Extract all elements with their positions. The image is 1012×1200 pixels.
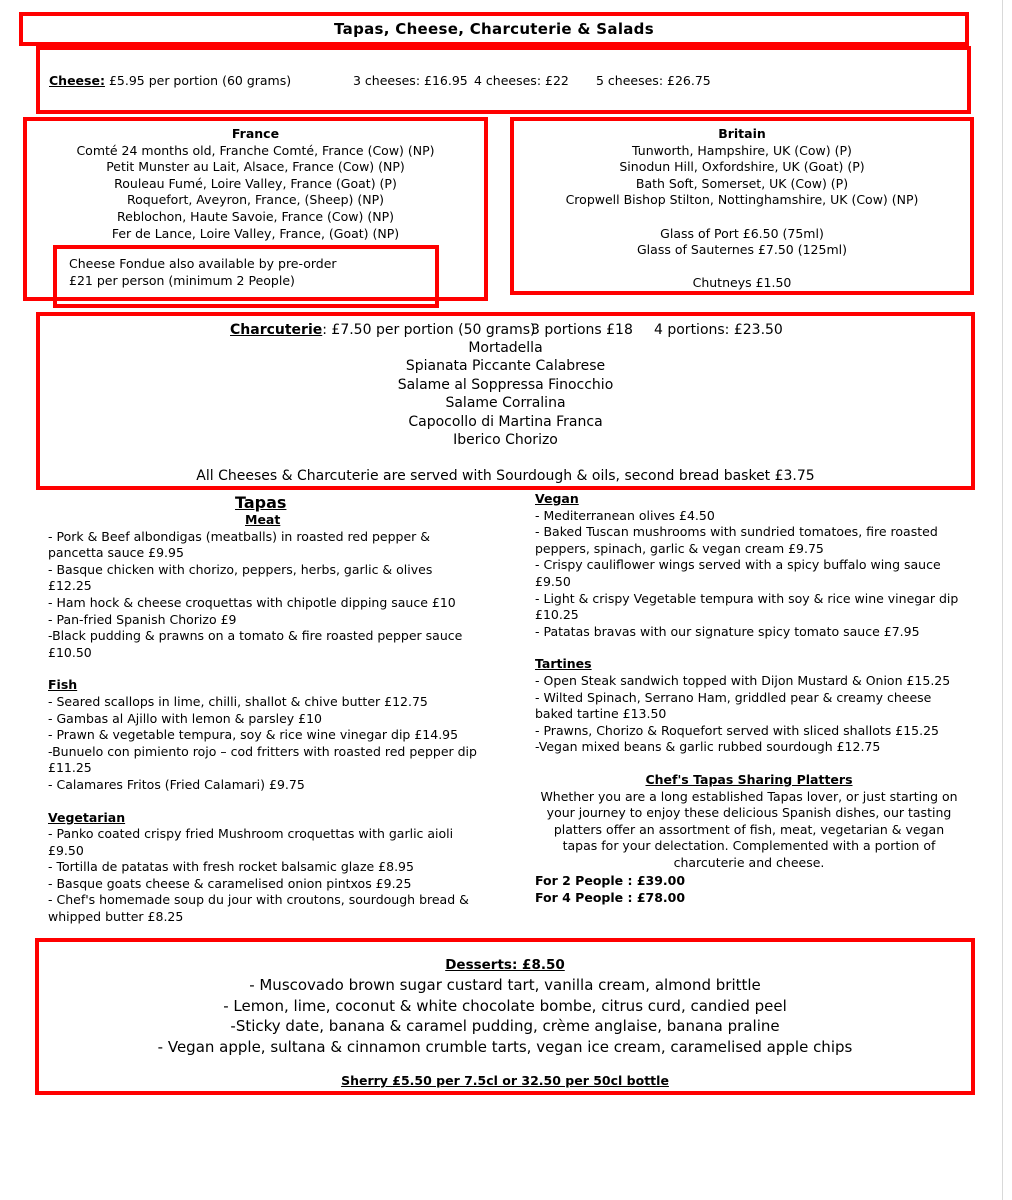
france-cheese: Reblochon, Haute Savoie, France (Cow) (NP) xyxy=(117,208,394,224)
desserts-box xyxy=(35,938,975,1095)
cheese-option-4: 4 cheeses: £22 xyxy=(474,73,569,88)
britain-cheese: Sinodun Hill, Oxfordshire, UK (Goat) (P) xyxy=(619,159,865,175)
vegetarian-item: - Basque goats cheese & caramelised onion pintxos £9.25 xyxy=(48,875,412,891)
charcuterie-price: : £7.50 per portion (50 grams) xyxy=(322,322,536,338)
dessert-item: - Lemon, lime, coconut & white chocolate bombe, citrus curd, candied peel xyxy=(223,996,787,1015)
vegan-item: - Baked Tuscan mushrooms with sundried tomatoes, fire roasted peppers, spinach, garlic & vegan cream £9.75 xyxy=(535,524,938,556)
page-edge xyxy=(1002,0,1003,1200)
charcuterie-item: Spianata Piccante Calabrese xyxy=(405,358,606,375)
tapas-right-column xyxy=(535,491,963,907)
britain-list xyxy=(514,121,970,292)
charcuterie-list xyxy=(40,339,971,449)
cheese-option-3: 3 cheeses: £16.95 xyxy=(353,73,468,88)
france-heading: France xyxy=(231,126,280,141)
cheese-option-5: 5 cheeses: £26.75 xyxy=(596,73,711,88)
tartine-item: - Wilted Spinach, Serrano Ham, griddled pear & creamy cheese baked tartine £13.50 xyxy=(535,689,932,722)
meat-item: - Pork & Beef albondigas (meatballs) in roasted red pepper & pancetta sauce £9.95 xyxy=(48,528,431,561)
cheese-label: Cheese: xyxy=(49,73,105,88)
tartine-item: - Prawns, Chorizo & Roquefort served with sliced shallots £15.25 xyxy=(535,722,939,738)
vegetarian-heading: Vegetarian xyxy=(48,809,126,825)
platter-price-4: For 4 People : £78.00 xyxy=(535,890,686,906)
charcuterie-option-4: 4 portions: £23.50 xyxy=(654,322,783,338)
france-cheese: Roquefort, Aveyron, France, (Sheep) (NP) xyxy=(126,192,385,208)
charcuterie-price-line xyxy=(230,321,535,339)
fish-item: -Bunuelo con pimiento rojo – cod fritters with roasted red pepper dip £11.25 xyxy=(48,743,477,776)
fish-item: - Prawn & vegetable tempura, soy & rice wine vinegar dip £14.95 xyxy=(48,727,459,743)
desserts-list xyxy=(39,942,971,1090)
cheese-price-box xyxy=(36,46,971,114)
dessert-item: - Muscovado brown sugar custard tart, vanilla cream, almond brittle xyxy=(249,976,761,994)
page-title: Tapas, Cheese, Charcuterie & Salads xyxy=(334,20,654,38)
tapas-left-column xyxy=(48,512,480,926)
britain-box xyxy=(510,117,974,295)
france-cheese: Comté 24 months old, Franche Comté, France (Cow) (NP) xyxy=(76,142,435,158)
tapas-title: Tapas xyxy=(235,493,287,512)
fish-item: - Gambas al Ajillo with lemon & parsley £10 xyxy=(48,710,322,726)
port-price: Glass of Port £6.50 (75ml) xyxy=(660,225,824,241)
vegan-item: - Mediterranean olives £4.50 xyxy=(535,507,715,523)
charcuterie-box xyxy=(36,312,975,490)
sherry-price: Sherry £5.50 per 7.5cl or 32.50 per 50cl bottle xyxy=(341,1073,669,1088)
tartines-heading: Tartines xyxy=(535,656,592,672)
sauternes-price: Glass of Sauternes £7.50 (125ml) xyxy=(637,242,847,258)
france-list xyxy=(27,121,484,242)
meat-item: - Basque chicken with chorizo, peppers, herbs, garlic & olives £12.25 xyxy=(48,561,433,594)
fondue-text: Cheese Fondue also available by pre-order xyxy=(69,256,337,271)
dessert-item: -Sticky date, banana & caramel pudding, crème anglaise, banana praline xyxy=(230,1017,780,1035)
platter-price-2: For 2 People : £39.00 xyxy=(535,873,686,889)
britain-cheese: Tunworth, Hampshire, UK (Cow) (P) xyxy=(632,142,852,158)
france-cheese: Fer de Lance, Loire Valley, France, (Goat) (NP) xyxy=(111,225,400,241)
vegetarian-item: - Tortilla de patatas with fresh rocket balsamic glaze £8.95 xyxy=(48,859,414,875)
title-box xyxy=(19,12,969,46)
vegan-item: - Patatas bravas with our signature spicy tomato sauce £7.95 xyxy=(535,623,920,639)
britain-heading: Britain xyxy=(718,126,766,141)
meat-item: - Pan-fried Spanish Chorizo £9 xyxy=(48,611,237,627)
britain-cheese: Cropwell Bishop Stilton, Nottinghamshire, UK (Cow) (NP) xyxy=(565,192,919,208)
vegan-item: - Light & crispy Vegetable tempura with soy & rice wine vinegar dip £10.25 xyxy=(535,590,959,623)
platters-description: Whether you are a long established Tapas lover, or just starting on your journey to enjoy these delicious Spanish dishes, our tasting platters offer an assortment of fish, meat, vegetarian & vegan tapas for your delectation. Complemented with a portion of charcuterie and cheese. xyxy=(540,788,958,870)
charcuterie-label: Charcuterie xyxy=(230,322,323,338)
desserts-heading: Desserts: £8.50 xyxy=(445,957,565,973)
dessert-item: - Vegan apple, sultana & cinnamon crumble tarts, vegan ice cream, caramelised apple chips xyxy=(157,1037,853,1056)
meat-item: -Black pudding & prawns on a tomato & fire roasted pepper sauce £10.50 xyxy=(48,628,463,660)
britain-cheese: Bath Soft, Somerset, UK (Cow) (P) xyxy=(635,175,849,191)
platters-heading: Chef's Tapas Sharing Platters xyxy=(645,771,853,787)
cheese-price-line xyxy=(49,73,291,88)
cheese-price: £5.95 per portion (60 grams) xyxy=(108,73,292,88)
bread-note: All Cheeses & Charcuterie are served with Sourdough & oils, second bread basket £3.75 xyxy=(196,468,815,484)
charcuterie-item: Salame Corralina xyxy=(445,395,566,412)
charcuterie-item: Salame al Soppressa Finocchio xyxy=(397,376,614,393)
fish-heading: Fish xyxy=(48,677,78,693)
charcuterie-item: Mortadella xyxy=(468,340,543,356)
charcuterie-item: Capocollo di Martina Franca xyxy=(408,413,603,430)
vegan-item: - Crispy cauliflower wings served with a spicy buffalo wing sauce £9.50 xyxy=(535,557,941,589)
france-cheese: Petit Munster au Lait, Alsace, France (Cow) (NP) xyxy=(106,159,405,175)
tartine-item: - Open Steak sandwich topped with Dijon Mustard & Onion £15.25 xyxy=(535,672,951,688)
fish-item: - Seared scallops in lime, chilli, shallot & chive butter £12.75 xyxy=(48,693,428,709)
meat-heading: Meat xyxy=(245,512,281,527)
fish-item: - Calamares Fritos (Fried Calamari) £9.75 xyxy=(48,776,305,792)
france-cheese: Rouleau Fumé, Loire Valley, France (Goat) (P) xyxy=(114,175,397,191)
vegetarian-item: - Panko coated crispy fried Mushroom croquettas with garlic aioli £9.50 xyxy=(48,826,454,858)
meat-item: - Ham hock & cheese croquettas with chipotle dipping sauce £10 xyxy=(48,594,456,610)
fondue-box xyxy=(53,245,439,308)
tartine-item: -Vegan mixed beans & garlic rubbed sourdough £12.75 xyxy=(535,739,881,755)
chutneys-price: Chutneys £1.50 xyxy=(692,275,792,291)
charcuterie-option-3: 3 portions £18 xyxy=(531,322,633,338)
fondue-price: £21 per person (minimum 2 People) xyxy=(69,272,295,288)
charcuterie-item: Iberico Chorizo xyxy=(453,432,558,449)
vegan-heading: Vegan xyxy=(535,491,579,506)
vegetarian-item: - Chef's homemade soup du jour with croutons, sourdough bread & whipped butter £8.25 xyxy=(48,892,469,925)
